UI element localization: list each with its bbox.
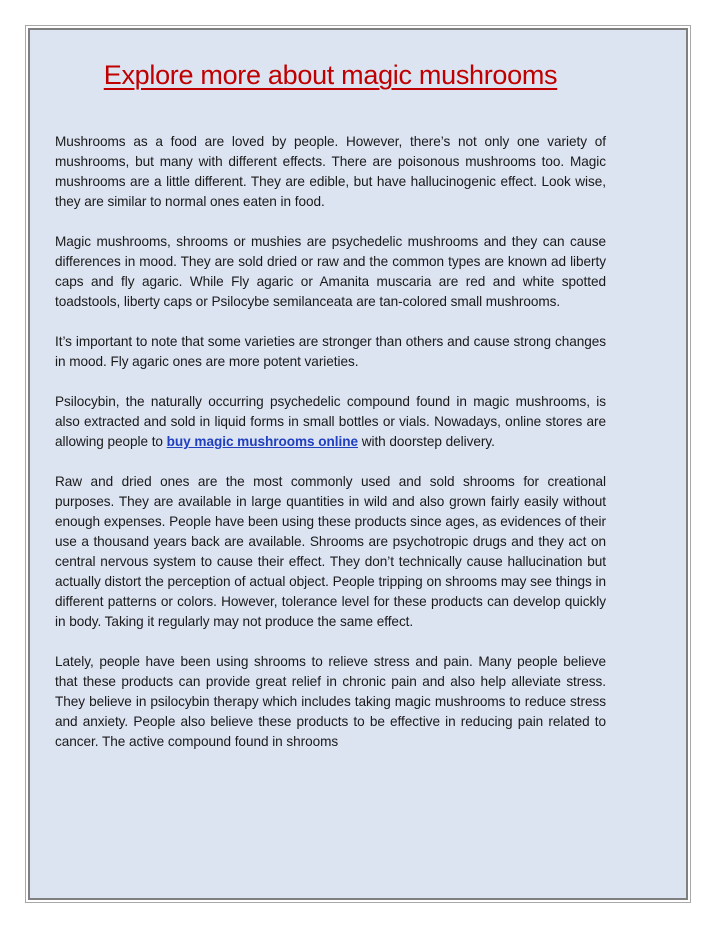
paragraph-potency: It’s important to note that some varieties are stronger than others and cause strong changes in mood. Fly agaric ones are more potent varieties. bbox=[55, 334, 606, 369]
document-body bbox=[55, 132, 606, 752]
document-content bbox=[55, 55, 606, 772]
paragraph-intro: Mushrooms as a food are loved by people. However, there’s not only one variety of mushrooms, but many with different effects. There are poisonous mushrooms too. Magic mushrooms are a little different. They are edible, but have hallucinogenic effect. Look wise, they are similar to normal ones eaten in food. bbox=[55, 134, 606, 209]
paragraph-types: Magic mushrooms, shrooms or mushies are psychedelic mushrooms and they can cause differences in mood. They are sold dried or raw and the common types are known ad liberty caps and fly agaric. While Fly agaric or Amanita muscaria are red and white spotted toadstools, liberty caps or Psilocybe semilanceata are tan-colored small mushrooms. bbox=[55, 234, 606, 309]
paragraph-psilocybin-text-before: Psilocybin, the naturally occurring psychedelic compound found in magic mushrooms, is also extracted and sold in liquid forms in small bottles or vials. Nowadays, online stores are allowing people to bbox=[55, 394, 606, 449]
buy-magic-mushrooms-link[interactable]: buy magic mushrooms online bbox=[166, 434, 358, 449]
document-title: Explore more about magic mushrooms bbox=[103, 60, 558, 90]
paragraph-usage: Raw and dried ones are the most commonly used and sold shrooms for creational purposes. They are available in large quantities in wild and also grown fairly easily without enough expenses. People have been using these products since ages, as evidences of their use a thousand years back are available. Shrooms are psychotropic drugs and they act on central nervous system to cause their effect. They don’t technically cause hallucination but actually distort the perception of actual object. People tripping on shrooms may see things in different patterns or colors. However, tolerance level for these products can develop quickly in body. Taking it regularly may not produce the same effect. bbox=[55, 474, 606, 629]
paragraph-stress-relief: Lately, people have been using shrooms to relieve stress and pain. Many people believe that these products can provide great relief in chronic pain and also help alleviate stress. They believe in psilocybin therapy which includes taking magic mushrooms to reduce stress and anxiety. People also believe these products to be effective in reducing pain related to cancer. The active compound found in shrooms bbox=[55, 654, 606, 749]
paragraph-psilocybin bbox=[55, 392, 606, 452]
paragraph-psilocybin-text-after: with doorstep delivery. bbox=[357, 434, 495, 449]
